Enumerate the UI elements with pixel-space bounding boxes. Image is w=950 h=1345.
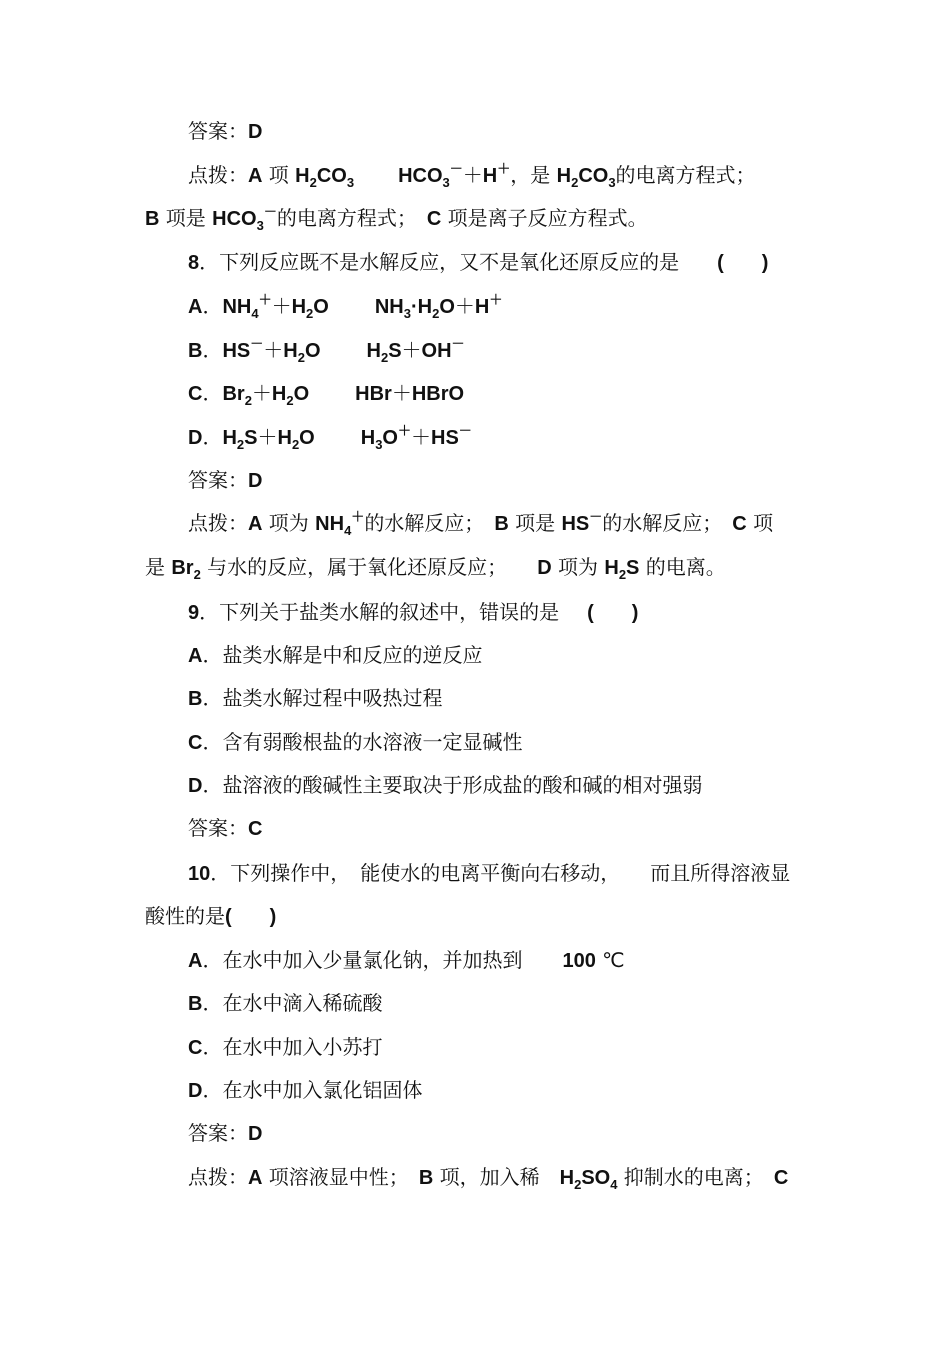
subscript: 2 bbox=[574, 1177, 582, 1192]
text: 项 bbox=[746, 511, 774, 535]
question-9 bbox=[188, 599, 638, 626]
latin-text: NH bbox=[315, 513, 345, 535]
question-9-option-c bbox=[188, 729, 522, 756]
subscript: 4 bbox=[610, 1177, 618, 1192]
latin-text: H bbox=[283, 340, 298, 362]
explanation-8 bbox=[188, 510, 773, 537]
latin-text: ) bbox=[269, 906, 277, 928]
latin-text: O bbox=[304, 340, 321, 362]
latin-text: S bbox=[626, 557, 640, 579]
latin-text: CO bbox=[316, 165, 347, 187]
text: 项为 bbox=[551, 555, 605, 579]
latin-text: B bbox=[188, 993, 203, 1015]
latin-text: A bbox=[248, 1167, 263, 1189]
latin-text: C bbox=[732, 513, 747, 535]
text: 答案： bbox=[188, 468, 248, 492]
subscript: 2 bbox=[236, 437, 245, 452]
text: ．在水中加入氯化铝固体 bbox=[202, 1078, 423, 1102]
text: 答案： bbox=[188, 119, 248, 143]
superscript: ＋ bbox=[489, 292, 503, 307]
latin-text: HBr bbox=[355, 383, 392, 405]
latin-text: D bbox=[248, 121, 263, 143]
latin-text: C bbox=[188, 732, 203, 754]
text: ． bbox=[202, 381, 223, 405]
text: ＋ bbox=[391, 381, 412, 405]
superscript: － bbox=[263, 204, 277, 219]
text: ＋ bbox=[257, 425, 278, 449]
latin-text: ) bbox=[761, 252, 769, 274]
latin-text: HS bbox=[431, 427, 459, 449]
latin-text: S bbox=[244, 427, 258, 449]
question-8-option-c bbox=[188, 380, 464, 407]
text: ＋ bbox=[454, 294, 475, 318]
question-10-option-a bbox=[188, 947, 625, 974]
subscript: 3 bbox=[346, 175, 355, 190]
subscript: 3 bbox=[375, 437, 383, 452]
latin-text: O bbox=[299, 427, 315, 449]
latin-text: C bbox=[188, 1037, 203, 1059]
text: ．下列操作中， 能使水的电离平衡向右移动， 而且所得溶液显 bbox=[210, 861, 791, 885]
text: ＋ bbox=[462, 163, 483, 187]
question-8-option-d bbox=[188, 424, 472, 451]
latin-text: NH bbox=[222, 296, 252, 318]
latin-text: B bbox=[188, 688, 203, 710]
latin-text: Br bbox=[171, 557, 194, 579]
text: ＋ bbox=[401, 338, 422, 362]
text: ． bbox=[202, 338, 223, 362]
text: ＋ bbox=[263, 338, 284, 362]
latin-text: O bbox=[313, 296, 329, 318]
subscript: 2 bbox=[309, 175, 317, 190]
answer-10 bbox=[188, 1120, 262, 1147]
latin-text: O bbox=[382, 427, 398, 449]
latin-text: CO bbox=[578, 165, 609, 187]
latin-text: HS bbox=[561, 513, 590, 535]
subscript: 4 bbox=[251, 306, 259, 321]
latin-text: A bbox=[188, 645, 203, 667]
latin-text: A bbox=[248, 165, 263, 187]
text: 抑制水的电离； bbox=[617, 1165, 774, 1189]
latin-text: H bbox=[295, 165, 310, 187]
text: ．含有弱酸根盐的水溶液一定显碱性 bbox=[202, 730, 523, 754]
subscript: 2 bbox=[291, 437, 300, 452]
subscript: 2 bbox=[297, 350, 305, 365]
subscript: 2 bbox=[618, 567, 627, 582]
latin-text: C bbox=[773, 1167, 789, 1189]
text: 与水的反应，属于氧化还原反应； bbox=[200, 555, 538, 579]
question-8-option-a bbox=[188, 293, 502, 320]
answer-8 bbox=[188, 467, 262, 494]
superscript: － bbox=[250, 336, 264, 351]
latin-text: OH bbox=[421, 340, 452, 362]
latin-text: Br bbox=[222, 383, 245, 405]
latin-text: H bbox=[559, 1167, 575, 1189]
latin-text: D bbox=[537, 557, 552, 579]
superscript: － bbox=[458, 423, 472, 438]
latin-text: D bbox=[248, 470, 263, 492]
explanation-7-cont bbox=[145, 205, 648, 232]
text: 的水解反应； bbox=[364, 511, 495, 535]
text: 的电离方程式； bbox=[615, 163, 756, 187]
text: 点拨： bbox=[188, 163, 248, 187]
latin-text: H bbox=[291, 296, 307, 318]
text: ＋ bbox=[251, 381, 272, 405]
subscript: 2 bbox=[571, 175, 579, 190]
question-9-option-d bbox=[188, 772, 702, 799]
text: ．盐溶液的酸碱性主要取决于形成盐的酸和碱的相对强弱 bbox=[202, 773, 703, 797]
text: 项是 bbox=[508, 511, 562, 535]
text: 项是 bbox=[159, 206, 213, 230]
question-10-option-b bbox=[188, 990, 382, 1017]
question-8 bbox=[188, 249, 768, 276]
question-10-cont bbox=[145, 903, 276, 930]
text: ℃ bbox=[595, 948, 625, 972]
latin-text: 100 bbox=[562, 950, 596, 972]
text: 的水解反应； bbox=[602, 511, 733, 535]
latin-text: H bbox=[366, 340, 381, 362]
text: 项溶液显中性； bbox=[262, 1165, 419, 1189]
text: ． bbox=[202, 294, 223, 318]
question-9-option-b bbox=[188, 685, 442, 712]
text: ．在水中滴入稀硫酸 bbox=[202, 991, 383, 1015]
latin-text: HCO bbox=[212, 208, 257, 230]
subscript: 3 bbox=[256, 218, 264, 233]
latin-text: HCO bbox=[398, 165, 443, 187]
text: ． bbox=[202, 425, 223, 449]
text: 是 bbox=[145, 555, 172, 579]
subscript: 2 bbox=[244, 393, 252, 408]
latin-text: O bbox=[293, 383, 310, 405]
latin-text: S bbox=[388, 340, 402, 362]
latin-text: A bbox=[188, 950, 203, 972]
text: 项 bbox=[262, 163, 296, 187]
latin-text: H bbox=[474, 296, 490, 318]
latin-text: HBrO bbox=[411, 383, 465, 405]
latin-text: H bbox=[482, 165, 498, 187]
text: ．下列反应既不是水解反应，又不是氧化还原反应的是 bbox=[199, 250, 680, 274]
explanation-8-cont bbox=[145, 554, 726, 581]
latin-text: C bbox=[426, 208, 442, 230]
superscript: － bbox=[451, 336, 465, 351]
latin-text: ·H bbox=[410, 296, 433, 318]
latin-text: B bbox=[494, 513, 509, 535]
subscript: 3 bbox=[403, 306, 411, 321]
answer-9 bbox=[188, 815, 262, 842]
text: 点拨： bbox=[188, 511, 248, 535]
text: 项，加入稀 bbox=[433, 1165, 560, 1189]
question-10 bbox=[188, 860, 790, 887]
question-9-option-a bbox=[188, 642, 482, 669]
latin-text: NH bbox=[374, 296, 404, 318]
text: ．在水中加入小苏打 bbox=[202, 1035, 383, 1059]
latin-text: ) bbox=[631, 602, 639, 624]
subscript: 2 bbox=[432, 306, 440, 321]
latin-text: D bbox=[248, 1123, 263, 1145]
latin-text: 10 bbox=[188, 863, 211, 885]
latin-text: O bbox=[439, 296, 455, 318]
subscript: 2 bbox=[306, 306, 314, 321]
latin-text: SO bbox=[581, 1167, 611, 1189]
text: 项是离子反应方程式。 bbox=[441, 206, 648, 230]
subscript: 3 bbox=[442, 175, 450, 190]
latin-text: ( bbox=[225, 906, 232, 928]
superscript: ＋ bbox=[258, 292, 272, 307]
question-8-option-b bbox=[188, 337, 465, 364]
text: ．下列关于盐类水解的叙述中，错误的是 bbox=[199, 600, 560, 624]
latin-text: D bbox=[188, 427, 203, 449]
latin-text: D bbox=[188, 775, 203, 797]
latin-text: B bbox=[188, 340, 203, 362]
subscript: 2 bbox=[380, 350, 389, 365]
superscript: ＋ bbox=[351, 509, 365, 524]
superscript: － bbox=[589, 509, 603, 524]
subscript: 2 bbox=[193, 567, 201, 582]
text: 项为 bbox=[262, 511, 316, 535]
latin-text: ( bbox=[717, 252, 724, 274]
latin-text: H bbox=[222, 427, 237, 449]
text: ，是 bbox=[510, 163, 557, 187]
explanation-10 bbox=[188, 1164, 788, 1191]
answer-7 bbox=[188, 118, 262, 145]
latin-text: D bbox=[188, 1080, 203, 1102]
text: 的电离。 bbox=[639, 555, 726, 579]
subscript: 3 bbox=[608, 175, 616, 190]
latin-text: B bbox=[145, 208, 160, 230]
latin-text: A bbox=[248, 513, 263, 535]
latin-text: H bbox=[277, 427, 292, 449]
text: 点拨： bbox=[188, 1165, 248, 1189]
question-10-option-d bbox=[188, 1077, 422, 1104]
latin-text: C bbox=[188, 383, 203, 405]
latin-text: H bbox=[556, 165, 572, 187]
latin-text: HS bbox=[222, 340, 251, 362]
latin-text: H bbox=[360, 427, 376, 449]
explanation-7 bbox=[188, 162, 756, 189]
latin-text: 8 bbox=[188, 252, 200, 274]
text: ＋ bbox=[271, 294, 292, 318]
text: ．在水中加入少量氯化钠，并加热到 bbox=[202, 948, 563, 972]
latin-text: 9 bbox=[188, 602, 200, 624]
question-10-option-c bbox=[188, 1034, 382, 1061]
text: ．盐类水解是中和反应的逆反应 bbox=[202, 643, 483, 667]
latin-text: H bbox=[604, 557, 619, 579]
text: 答案： bbox=[188, 1121, 248, 1145]
subscript: 4 bbox=[344, 523, 352, 538]
subscript: 2 bbox=[286, 393, 294, 408]
superscript: ＋ bbox=[497, 161, 511, 176]
text: ＋ bbox=[411, 425, 431, 449]
latin-text: A bbox=[188, 296, 203, 318]
text: 答案： bbox=[188, 816, 248, 840]
text: 的电离方程式； bbox=[276, 206, 427, 230]
text: 酸性的是 bbox=[145, 904, 225, 928]
latin-text: C bbox=[248, 818, 263, 840]
superscript: ＋ bbox=[397, 423, 411, 438]
latin-text: ( bbox=[587, 602, 594, 624]
latin-text: B bbox=[418, 1167, 434, 1189]
latin-text: H bbox=[271, 383, 287, 405]
text: ．盐类水解过程中吸热过程 bbox=[202, 686, 443, 710]
superscript: － bbox=[449, 161, 463, 176]
